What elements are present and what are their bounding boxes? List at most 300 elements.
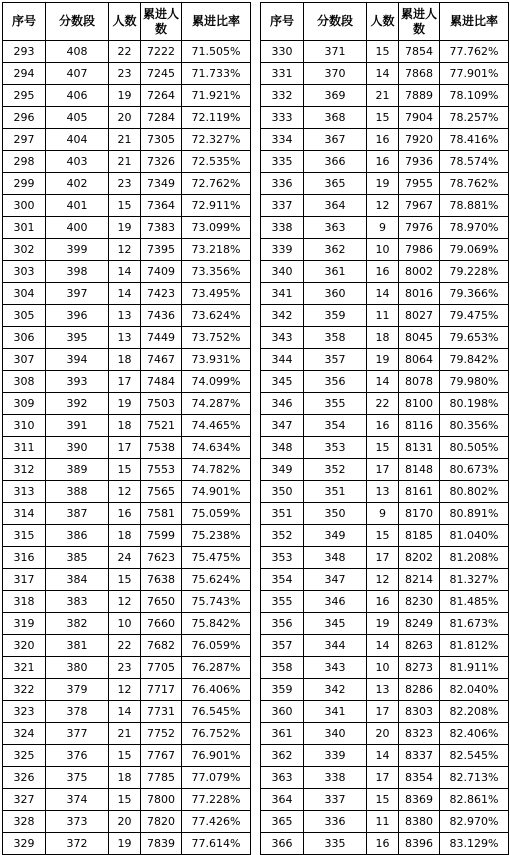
- cell-cumulative-count: 7904: [399, 107, 440, 129]
- table-row: [261, 481, 509, 503]
- table-row: [261, 63, 509, 85]
- cell-segment: 389: [46, 459, 109, 481]
- cell-segment: 364: [304, 195, 367, 217]
- table-row: [261, 239, 509, 261]
- cell-cumulative-ratio: 77.228%: [182, 789, 251, 811]
- cell-segment: 396: [46, 305, 109, 327]
- cell-segment: 397: [46, 283, 109, 305]
- table-row: [3, 459, 251, 481]
- cell-cumulative-ratio: 78.109%: [440, 85, 509, 107]
- table-row: [3, 613, 251, 635]
- table-row: [261, 679, 509, 701]
- cell-cumulative-ratio: 73.495%: [182, 283, 251, 305]
- cell-segment: 372: [46, 833, 109, 855]
- cell-cumulative-count: 8369: [399, 789, 440, 811]
- cell-cumulative-count: 7705: [141, 657, 182, 679]
- table-body-right: [261, 41, 509, 855]
- cell-count: 22: [109, 41, 141, 63]
- cell-segment: 354: [304, 415, 367, 437]
- cell-count: 14: [109, 261, 141, 283]
- cell-segment: 349: [304, 525, 367, 547]
- cell-cumulative-ratio: 78.257%: [440, 107, 509, 129]
- cell-cumulative-count: 7785: [141, 767, 182, 789]
- table-row: [261, 41, 509, 63]
- cell-cumulative-ratio: 72.911%: [182, 195, 251, 217]
- cell-cumulative-count: 8249: [399, 613, 440, 635]
- cell-seq: 357: [261, 635, 304, 657]
- cell-seq: 319: [3, 613, 46, 635]
- cell-count: 18: [109, 415, 141, 437]
- cell-seq: 310: [3, 415, 46, 437]
- cell-segment: 340: [304, 723, 367, 745]
- header-cumulative-count: 累进人数: [141, 3, 182, 41]
- cell-cumulative-count: 8131: [399, 437, 440, 459]
- table-row: [3, 107, 251, 129]
- table-row: [3, 239, 251, 261]
- cell-count: 21: [109, 723, 141, 745]
- cell-segment: 383: [46, 591, 109, 613]
- cell-seq: 331: [261, 63, 304, 85]
- table-row: [261, 833, 509, 855]
- cell-cumulative-count: 7936: [399, 151, 440, 173]
- cell-segment: 338: [304, 767, 367, 789]
- cell-count: 15: [367, 41, 399, 63]
- cell-cumulative-count: 7409: [141, 261, 182, 283]
- cell-seq: 348: [261, 437, 304, 459]
- cell-seq: 326: [3, 767, 46, 789]
- table-row: [261, 525, 509, 547]
- cell-seq: 322: [3, 679, 46, 701]
- cell-seq: 324: [3, 723, 46, 745]
- cell-count: 14: [367, 283, 399, 305]
- table-row: [3, 261, 251, 283]
- cell-seq: 328: [3, 811, 46, 833]
- table-row: [261, 503, 509, 525]
- table-row: [261, 173, 509, 195]
- cell-segment: 336: [304, 811, 367, 833]
- cell-seq: 308: [3, 371, 46, 393]
- table-row: [261, 657, 509, 679]
- cell-segment: 382: [46, 613, 109, 635]
- cell-cumulative-ratio: 80.802%: [440, 481, 509, 503]
- table-row: [261, 459, 509, 481]
- cell-cumulative-count: 8230: [399, 591, 440, 613]
- table-row: [3, 547, 251, 569]
- cell-cumulative-count: 8263: [399, 635, 440, 657]
- cell-cumulative-count: 7423: [141, 283, 182, 305]
- cell-cumulative-ratio: 82.970%: [440, 811, 509, 833]
- cell-cumulative-ratio: 78.970%: [440, 217, 509, 239]
- cell-count: 19: [367, 613, 399, 635]
- cell-count: 18: [109, 349, 141, 371]
- cell-seq: 346: [261, 393, 304, 415]
- cell-seq: 333: [261, 107, 304, 129]
- cell-cumulative-count: 8078: [399, 371, 440, 393]
- cell-seq: 304: [3, 283, 46, 305]
- cell-seq: 350: [261, 481, 304, 503]
- table-row: [3, 657, 251, 679]
- cell-segment: 378: [46, 701, 109, 723]
- cell-seq: 366: [261, 833, 304, 855]
- cell-cumulative-ratio: 76.059%: [182, 635, 251, 657]
- cell-count: 12: [109, 591, 141, 613]
- table-row: [261, 85, 509, 107]
- cell-count: 12: [367, 195, 399, 217]
- cell-cumulative-ratio: 79.842%: [440, 349, 509, 371]
- cell-seq: 356: [261, 613, 304, 635]
- table-header-row: [3, 3, 251, 41]
- table-body-left: [3, 41, 251, 855]
- table-row: [261, 129, 509, 151]
- cell-cumulative-count: 7854: [399, 41, 440, 63]
- cell-segment: 362: [304, 239, 367, 261]
- cell-segment: 341: [304, 701, 367, 723]
- header-segment: 分数段: [304, 3, 367, 41]
- cell-cumulative-ratio: 74.099%: [182, 371, 251, 393]
- cell-count: 19: [367, 349, 399, 371]
- cell-cumulative-count: 7731: [141, 701, 182, 723]
- cell-cumulative-ratio: 80.198%: [440, 393, 509, 415]
- cell-segment: 402: [46, 173, 109, 195]
- cell-segment: 369: [304, 85, 367, 107]
- cell-cumulative-ratio: 73.218%: [182, 239, 251, 261]
- cell-cumulative-count: 8396: [399, 833, 440, 855]
- cell-count: 23: [109, 63, 141, 85]
- cell-seq: 311: [3, 437, 46, 459]
- cell-count: 10: [109, 613, 141, 635]
- cell-cumulative-count: 8116: [399, 415, 440, 437]
- cell-cumulative-count: 7349: [141, 173, 182, 195]
- cell-cumulative-count: 8214: [399, 569, 440, 591]
- cell-cumulative-count: 8161: [399, 481, 440, 503]
- cell-count: 22: [109, 635, 141, 657]
- table-row: [3, 481, 251, 503]
- cell-cumulative-ratio: 72.119%: [182, 107, 251, 129]
- cell-count: 10: [367, 239, 399, 261]
- table-row: [3, 349, 251, 371]
- cell-cumulative-ratio: 80.891%: [440, 503, 509, 525]
- cell-cumulative-ratio: 74.634%: [182, 437, 251, 459]
- cell-segment: 368: [304, 107, 367, 129]
- cell-seq: 293: [3, 41, 46, 63]
- table-row: [3, 63, 251, 85]
- cell-seq: 325: [3, 745, 46, 767]
- cell-count: 14: [367, 63, 399, 85]
- cell-count: 17: [367, 459, 399, 481]
- cell-seq: 335: [261, 151, 304, 173]
- table-row: [261, 261, 509, 283]
- cell-cumulative-count: 7986: [399, 239, 440, 261]
- cell-cumulative-ratio: 79.069%: [440, 239, 509, 261]
- cell-segment: 363: [304, 217, 367, 239]
- table-row: [3, 789, 251, 811]
- cell-segment: 353: [304, 437, 367, 459]
- cell-cumulative-ratio: 77.079%: [182, 767, 251, 789]
- cell-count: 23: [109, 173, 141, 195]
- cell-cumulative-count: 7717: [141, 679, 182, 701]
- cell-cumulative-ratio: 78.416%: [440, 129, 509, 151]
- cell-segment: 342: [304, 679, 367, 701]
- cell-cumulative-count: 8016: [399, 283, 440, 305]
- cell-seq: 307: [3, 349, 46, 371]
- cell-segment: 359: [304, 305, 367, 327]
- cell-cumulative-ratio: 75.624%: [182, 569, 251, 591]
- table-row: [3, 811, 251, 833]
- cell-count: 18: [109, 767, 141, 789]
- cell-cumulative-count: 7305: [141, 129, 182, 151]
- cell-count: 19: [109, 833, 141, 855]
- cell-cumulative-count: 7650: [141, 591, 182, 613]
- cell-cumulative-count: 7436: [141, 305, 182, 327]
- cell-count: 19: [109, 393, 141, 415]
- cell-segment: 398: [46, 261, 109, 283]
- cell-seq: 323: [3, 701, 46, 723]
- cell-seq: 295: [3, 85, 46, 107]
- cell-cumulative-ratio: 74.782%: [182, 459, 251, 481]
- header-count: 人数: [367, 3, 399, 41]
- header-segment: 分数段: [46, 3, 109, 41]
- cell-seq: 343: [261, 327, 304, 349]
- cell-cumulative-ratio: 81.911%: [440, 657, 509, 679]
- cell-count: 15: [109, 789, 141, 811]
- cell-seq: 327: [3, 789, 46, 811]
- cell-cumulative-ratio: 82.406%: [440, 723, 509, 745]
- cell-cumulative-count: 8303: [399, 701, 440, 723]
- cell-cumulative-ratio: 76.545%: [182, 701, 251, 723]
- cell-cumulative-ratio: 79.228%: [440, 261, 509, 283]
- cell-count: 15: [367, 437, 399, 459]
- table-row: [3, 151, 251, 173]
- cell-segment: 373: [46, 811, 109, 833]
- cell-cumulative-ratio: 72.327%: [182, 129, 251, 151]
- cell-segment: 395: [46, 327, 109, 349]
- cell-count: 19: [367, 173, 399, 195]
- cell-segment: 357: [304, 349, 367, 371]
- cell-cumulative-ratio: 71.505%: [182, 41, 251, 63]
- cell-count: 23: [109, 657, 141, 679]
- cell-cumulative-ratio: 80.356%: [440, 415, 509, 437]
- table-row: [261, 415, 509, 437]
- table-row: [3, 327, 251, 349]
- cell-segment: 344: [304, 635, 367, 657]
- cell-count: 16: [367, 151, 399, 173]
- cell-segment: 408: [46, 41, 109, 63]
- table-row: [261, 723, 509, 745]
- cell-cumulative-ratio: 73.752%: [182, 327, 251, 349]
- cell-segment: 350: [304, 503, 367, 525]
- table-row: [3, 767, 251, 789]
- cell-segment: 404: [46, 129, 109, 151]
- cell-segment: 407: [46, 63, 109, 85]
- table-row: [261, 305, 509, 327]
- table-row: [3, 679, 251, 701]
- table-row: [3, 217, 251, 239]
- table-row: [261, 393, 509, 415]
- cell-seq: 300: [3, 195, 46, 217]
- table-row: [3, 745, 251, 767]
- cell-count: 13: [367, 481, 399, 503]
- cell-count: 20: [109, 107, 141, 129]
- cell-segment: 394: [46, 349, 109, 371]
- cell-cumulative-ratio: 82.861%: [440, 789, 509, 811]
- cell-count: 20: [367, 723, 399, 745]
- cell-segment: 387: [46, 503, 109, 525]
- cell-segment: 374: [46, 789, 109, 811]
- cell-cumulative-count: 8027: [399, 305, 440, 327]
- cell-cumulative-count: 7752: [141, 723, 182, 745]
- cell-segment: 348: [304, 547, 367, 569]
- cell-seq: 305: [3, 305, 46, 327]
- cell-cumulative-ratio: 79.366%: [440, 283, 509, 305]
- cell-cumulative-ratio: 74.465%: [182, 415, 251, 437]
- table-row: [3, 723, 251, 745]
- cell-cumulative-count: 7553: [141, 459, 182, 481]
- cell-cumulative-ratio: 81.327%: [440, 569, 509, 591]
- cell-count: 16: [367, 415, 399, 437]
- cell-segment: 346: [304, 591, 367, 613]
- cell-seq: 332: [261, 85, 304, 107]
- cell-segment: 371: [304, 41, 367, 63]
- cell-cumulative-count: 8002: [399, 261, 440, 283]
- cell-cumulative-count: 7820: [141, 811, 182, 833]
- cell-cumulative-count: 7395: [141, 239, 182, 261]
- table-row: [261, 283, 509, 305]
- cell-seq: 298: [3, 151, 46, 173]
- cell-cumulative-ratio: 82.040%: [440, 679, 509, 701]
- cell-segment: 388: [46, 481, 109, 503]
- cell-cumulative-ratio: 74.901%: [182, 481, 251, 503]
- cell-cumulative-ratio: 71.733%: [182, 63, 251, 85]
- cell-cumulative-count: 7599: [141, 525, 182, 547]
- cell-seq: 342: [261, 305, 304, 327]
- cell-segment: 392: [46, 393, 109, 415]
- cell-seq: 330: [261, 41, 304, 63]
- header-cumulative-ratio: 累进比率: [440, 3, 509, 41]
- cell-cumulative-ratio: 82.545%: [440, 745, 509, 767]
- table-row: [261, 327, 509, 349]
- cell-segment: 361: [304, 261, 367, 283]
- cell-seq: 358: [261, 657, 304, 679]
- table-row: [261, 591, 509, 613]
- cell-cumulative-ratio: 79.653%: [440, 327, 509, 349]
- cell-cumulative-ratio: 79.475%: [440, 305, 509, 327]
- cell-cumulative-ratio: 77.762%: [440, 41, 509, 63]
- score-table-right: [260, 2, 509, 855]
- cell-seq: 364: [261, 789, 304, 811]
- cell-count: 11: [367, 811, 399, 833]
- cell-cumulative-count: 7682: [141, 635, 182, 657]
- cell-count: 15: [367, 789, 399, 811]
- table-header-row: [261, 3, 509, 41]
- cell-cumulative-count: 7638: [141, 569, 182, 591]
- cell-segment: 390: [46, 437, 109, 459]
- cell-seq: 336: [261, 173, 304, 195]
- header-seq: 序号: [3, 3, 46, 41]
- table-row: [261, 371, 509, 393]
- cell-segment: 391: [46, 415, 109, 437]
- table-row: [3, 635, 251, 657]
- cell-segment: 406: [46, 85, 109, 107]
- cell-segment: 375: [46, 767, 109, 789]
- cell-cumulative-count: 7660: [141, 613, 182, 635]
- cell-seq: 360: [261, 701, 304, 723]
- cell-cumulative-ratio: 76.901%: [182, 745, 251, 767]
- cell-count: 13: [109, 327, 141, 349]
- cell-count: 19: [109, 217, 141, 239]
- cell-count: 17: [367, 767, 399, 789]
- cell-count: 21: [109, 151, 141, 173]
- cell-seq: 314: [3, 503, 46, 525]
- cell-count: 13: [367, 679, 399, 701]
- cell-segment: 367: [304, 129, 367, 151]
- cell-segment: 351: [304, 481, 367, 503]
- table-row: [261, 437, 509, 459]
- cell-count: 12: [109, 239, 141, 261]
- cell-cumulative-ratio: 73.931%: [182, 349, 251, 371]
- cell-seq: 297: [3, 129, 46, 151]
- cell-cumulative-count: 7383: [141, 217, 182, 239]
- cell-count: 12: [367, 569, 399, 591]
- cell-cumulative-count: 7449: [141, 327, 182, 349]
- cell-cumulative-count: 7889: [399, 85, 440, 107]
- cell-cumulative-count: 7521: [141, 415, 182, 437]
- table-row: [3, 591, 251, 613]
- cell-segment: 370: [304, 63, 367, 85]
- header-seq: 序号: [261, 3, 304, 41]
- cell-cumulative-ratio: 73.624%: [182, 305, 251, 327]
- cell-count: 16: [367, 833, 399, 855]
- cell-cumulative-ratio: 76.406%: [182, 679, 251, 701]
- cell-segment: 393: [46, 371, 109, 393]
- cell-segment: 366: [304, 151, 367, 173]
- cell-count: 18: [367, 327, 399, 349]
- cell-cumulative-count: 8185: [399, 525, 440, 547]
- cell-cumulative-count: 8380: [399, 811, 440, 833]
- cell-count: 17: [367, 701, 399, 723]
- cell-cumulative-ratio: 77.426%: [182, 811, 251, 833]
- cell-seq: 363: [261, 767, 304, 789]
- cell-cumulative-count: 7503: [141, 393, 182, 415]
- cell-seq: 354: [261, 569, 304, 591]
- cell-count: 12: [109, 679, 141, 701]
- table-row: [261, 195, 509, 217]
- cell-segment: 379: [46, 679, 109, 701]
- table-row: [261, 569, 509, 591]
- cell-cumulative-count: 8202: [399, 547, 440, 569]
- cell-seq: 315: [3, 525, 46, 547]
- cell-segment: 380: [46, 657, 109, 679]
- cell-segment: 343: [304, 657, 367, 679]
- cell-segment: 386: [46, 525, 109, 547]
- cell-segment: 384: [46, 569, 109, 591]
- cell-count: 11: [367, 305, 399, 327]
- cell-segment: 355: [304, 393, 367, 415]
- cell-segment: 377: [46, 723, 109, 745]
- cell-count: 22: [367, 393, 399, 415]
- cell-cumulative-count: 7467: [141, 349, 182, 371]
- cell-segment: 400: [46, 217, 109, 239]
- cell-segment: 335: [304, 833, 367, 855]
- cell-count: 14: [109, 701, 141, 723]
- cell-cumulative-count: 8323: [399, 723, 440, 745]
- cell-count: 17: [109, 437, 141, 459]
- cell-seq: 320: [3, 635, 46, 657]
- table-row: [3, 129, 251, 151]
- table-row: [261, 767, 509, 789]
- cell-count: 17: [109, 371, 141, 393]
- cell-cumulative-count: 7839: [141, 833, 182, 855]
- cell-count: 15: [109, 459, 141, 481]
